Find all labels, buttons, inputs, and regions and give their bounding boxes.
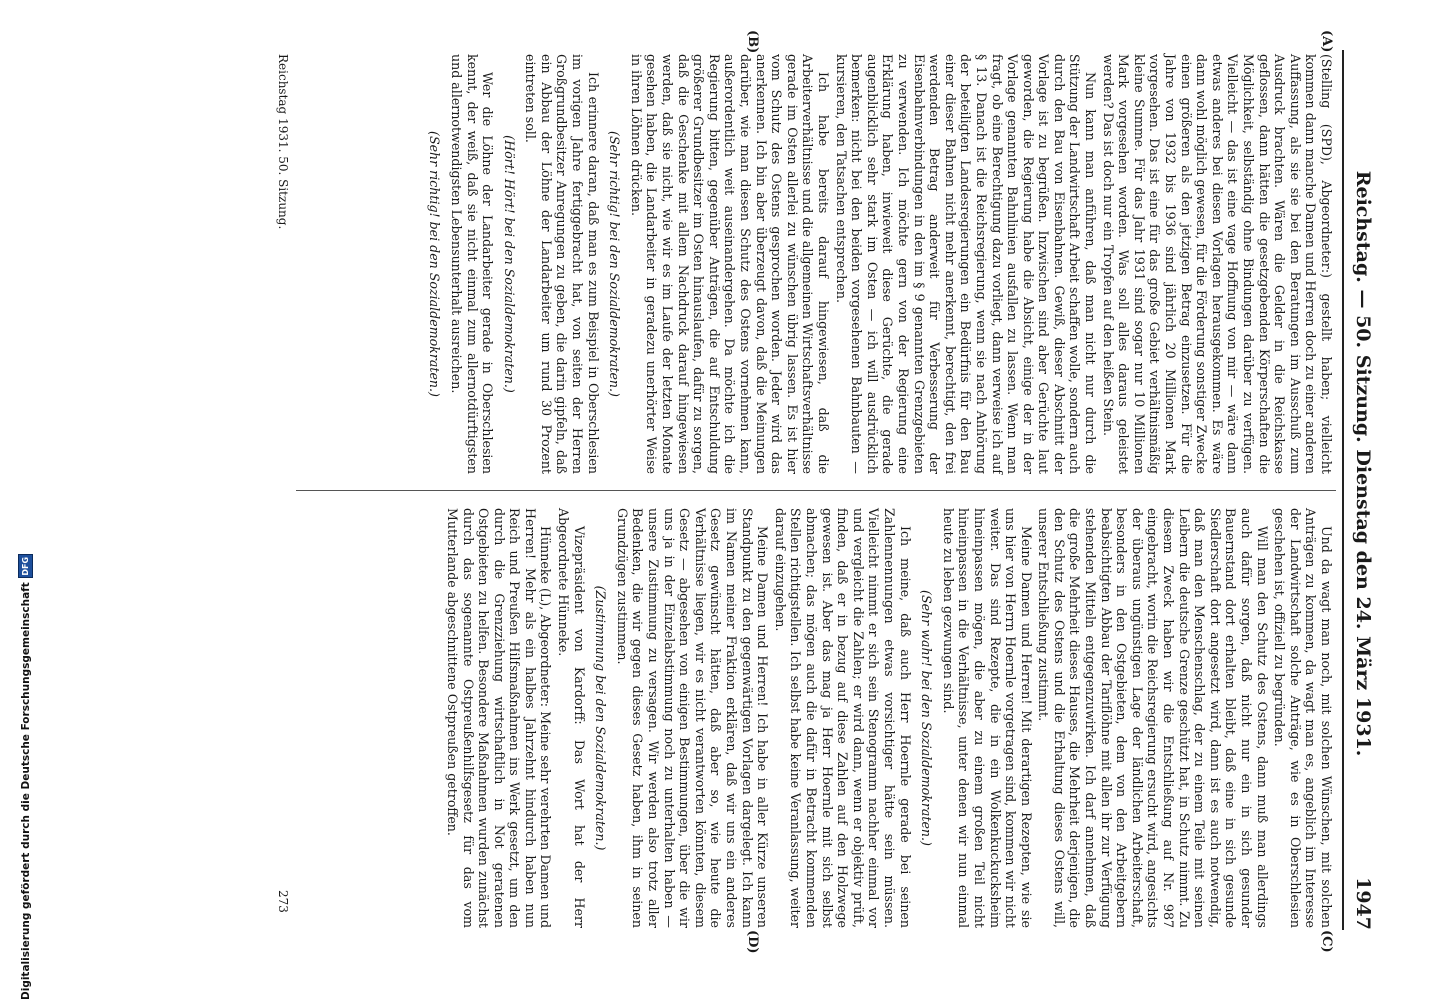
margin-marker-c: (C): [1319, 930, 1334, 953]
applause-note: (Hört! Hört! bei den Sozialdemokraten.): [501, 135, 517, 393]
left-paragraph: Wer die Löhne der Landarbeiter gerade in Oberschlesien kennt, der weiß, daß sie nicht einmal zum allernotdürftigsten und allernotwendigsten Lebensunterhalt ausreichen.: [448, 54, 496, 474]
footer-page-number: 273: [276, 890, 290, 913]
left-paragraph: (Stelling (SPD), Abgeordneter:) gestellt haben; vielleicht kommen dann manche Damen und Herren doch zu einer anderen Auffassung, als sie sie bei den Beratungen im Ausschuß zum Ausdruck brachten. Wären die Gelder in die Reichskasse geflossen, dann hätten die gesetzgebenden Körperschaften die Möglichkeit, selbständig ohne Bindungen darüber zu verfügen. Vielleicht — das ist eine vage Hoffnung von mir — wäre dann etwas anderes bei diesen Vorlagen herausgekommen. Es wäre dann wohl möglich gewesen, für die Förderung sonstiger Zwecke einen größeren als den jetzigen Betrag einzusetzen. Für die Jahre von 1932 bis 1936 sind jährlich 20 Millionen Mark vorgesehen. Das ist eine für das große Gebiet verhältnismäßig kleine Summe. Für das Jahr 1931 sind sogar nur 10 Millionen Mark vorgesehen worden. Was soll alles daraus geleistet werden? Das ist doch nur ein Tropfen auf den heißen Stein.: [1100, 54, 1334, 474]
right-paragraph: Und da wagt man noch, mit solchen Wünschen, mit solchen Anträgen zu kommen, da wagt man es, angeblich im Interesse der Landwirtschaft solche Anträge, wie es in Oberschlesien geschehen ist, offiziell zu begründen.: [1272, 508, 1334, 928]
right-paragraph: Vizepräsident von Kardorff: Das Wort hat der Herr Abgeordnete Hünneke.: [556, 508, 587, 928]
right-paragraph: Hünneke (L), Abgeordneter: Meine sehr verehrten Damen und Herren! Mehr als ein halbes Jahrzehnt hindurch haben nun Reich und Preußen Hilfsmaßnahmen ins Werk gesetzt, um den durch die Grenzziehung wirtschaftlich in Not geratenen Ostgebieten zu helfen. Besondere Maßnahmen wurden zunächst durch das sogenannte Ostpreußenhilfsgesetz für das vom Mutterlande abgeschnittene Ostpreußen getroffen.: [444, 508, 554, 928]
footer-left: Reichstag 1931. 50. Sitzung.: [276, 54, 290, 230]
page-number: 1947: [1352, 877, 1374, 930]
right-paragraph: Ich meine, daß auch Herr Hoernle gerade bei seinen Zahlennennungen etwas vorsichtiger hätte sein müssen. Vielleicht nimmt er sich sein Stenogramm nachher einmal vor und vergleicht die Zahlen; er wird dann, wenn er objektiv prüft, finden, daß er in bezug auf diese Zahlen auf den Holzwege gewesen ist. Aber das mag ja Herr Hoernle mit sich selbst abmachen; das mögen auch die dafür in Betracht kommenden Stellen richtigstellen. Ich selbst habe keine Veranlassung, weiter darauf einzugehen.: [772, 508, 913, 928]
applause-note: (Sehr richtig! bei den Sozialdemokraten.): [427, 131, 443, 397]
left-paragraph: Ich erinnere daran, daß man es zum Beispiel in Oberschlesien im vorigen Jahre fertiggebracht hat, von seiten der Herren Großgrundbesitzer Anregungen zu geben, die darin gipfeln, daß ein Abbau der Löhne der Landarbeiter um rund 30 Prozent eintreten soll.: [523, 54, 601, 474]
margin-marker-a: (A): [1319, 30, 1334, 53]
document-page: [50, 30, 1380, 954]
column-separator: [296, 490, 1336, 491]
applause-note: (Zustimmung bei den Sozialdemokraten.): [593, 585, 609, 851]
left-paragraph: Ich habe bereits darauf hingewiesen, daß die Arbeiterverhältnisse und die allgemeinen Wirtschaftsverhältnisse gerade im Osten allerlei zu wünschen übrig lassen. Es ist hier vom Schutz des Ostens gesprochen worden. Jeder wird das anerkennen. Ich bin aber überzeugt davon, daß die Meinungen darüber, wie man diesen Schutz des Ostens vornehmen kann, außerordentlich weit auseinandergehen. Da möchte ich die Regierung bitten, gegenüber Anträgen, die auf Entschuldung größerer Grundbesitzer im Osten hinauslaufen, dafür zu sorgen, daß die Geschenke mit allem Nachdruck darauf hingewiesen werden, daß sie nicht, wie wir es im Laufe der letzten Monate gesehen haben, die Landarbeiter in geradezu unerhörter Weise in ihren Löhnen drücken.: [628, 54, 831, 474]
header-rule: [1342, 50, 1344, 930]
applause-note: (Sehr wahr! bei den Sozialdemokraten.): [919, 590, 935, 846]
left-column: [421, 54, 1334, 474]
left-paragraph: Nun kann man anführen, daß man nicht nur durch die Stützung der Landwirtschaft Arbeit schaffen wolle, sondern auch durch den Bau von Eisenbahnen. Gewiß, dieser Abschnitt der Vorlage ist zu begrüßen. Inzwischen sind aber Gerüchte laut geworden, die Regierung habe die Absicht, einige der in der Vorlage genannten Bahnlinien ausfallen zu lassen. Wenn man fragt, ob eine Berechtigung dazu vorliegt, dann verweise ich auf § 13. Danach ist die Reichsregierung, wenn sie nach Anhörung der beteiligten Landesregierungen ein Bedürfnis für den Bau einer dieser Bahnen nicht mehr anerkennt, berechtigt, den frei werdenden Betrag anderweit für Verbesserung der Eisenbahnverbindungen in den im § 9 genannten Grenzgebieten zu verwenden. Ich möchte gern von der Regierung eine Erklärung haben, inwieweit diese Gerüchte, die gerade augenblicklich sehr stark im Osten — ich will ausdrücklich bemerken: nicht bei den beiden vorgesehenen Bahnbauten — kursieren, den Tatsachen entsprechen.: [833, 54, 1099, 474]
digitization-credit: [18, 554, 33, 1000]
header-title: Reichstag. — 50. Sitzung. Dienstag den 24. März 1931.: [1352, 170, 1374, 757]
applause-note: (Sehr richtig! bei den Sozialdemokraten.): [607, 131, 623, 397]
margin-marker-d: (D): [745, 930, 760, 954]
digitization-note: Digitalisierung gefördert durch die Deutsche Forschungsgemeinschaft: [19, 582, 32, 1000]
dfg-logo-icon: DFG: [18, 554, 33, 578]
right-column: [442, 508, 1334, 928]
right-paragraph: Will man den Schutz des Ostens, dann muß man allerdings auch dafür sorgen, daß nicht nur ein in sich gesunder Bauernstand dort erhalten bleibt, daß eine in sich gesunde Siedlerschaft dort angesetzt wird, dann ist es auch notwendig, daß man den Menschenschlag, der zu einem Teile mit seinen Leibern die deutsche Grenze geschützt hat, in Schutz nimmt. Zu diesem Zweck haben wir die Entschließung auf Nr. 987 eingebracht, worin die Reichsregierung ersucht wird, angesichts der überaus ungünstigen Lage der ländlichen Arbeiterschaft, besonders in den Ostgebieten, dem von den Arbeitgebern beabsichtigten Abbau der Tariflöhne mit allen ihr zur Verfügung stehenden Mitteln entgegenzuwirken. Ich darf annehmen, daß die große Mehrheit dieses Hauses, die Mehrheit derjenigen, die den Schutz des Ostens und die Erhaltung dieses Ostens will, unserer Entschließung zustimmt.: [1036, 508, 1270, 928]
digitization-strip: [0, 0, 32, 1000]
margin-marker-b: (B): [745, 30, 760, 54]
right-paragraph: Meine Damen und Herren! Ich habe in aller Kürze unseren Standpunkt zu den gegenwärtigen Vorlagen dargelegt. Ich kann im Namen meiner Fraktion erklären, daß wir uns ein anderes Gesetz gewünscht hätten, daß aber so, wie heute die Verhältnisse liegen, wir es nicht verantworten könnten, diesem Gesetz — abgesehen von einigen Bestimmungen, über die wir uns ja in der Einzelabstimmung noch zu unterhalten haben — unsere Zustimmung zu versagen. Wir werden also trotz aller Bedenken, die wir gegen dieses Gesetz haben, ihm in seinen Grundzügen zustimmen.: [614, 508, 771, 928]
right-paragraph: Meine Damen und Herren! Mit derartigen Rezepten, wie sie uns hier von Herrn Hoernle vorgetragen sind, kommen wir nicht weiter. Das sind Rezepte, die in ein Wolkenkuckucksheim hineinpassen mögen, die aber zu einem großen Teil nicht hineinpassen in die Verhältnisse, unter denen wir nun einmal heute zu leben gezwungen sind.: [940, 508, 1034, 928]
page-header: [1346, 50, 1380, 930]
